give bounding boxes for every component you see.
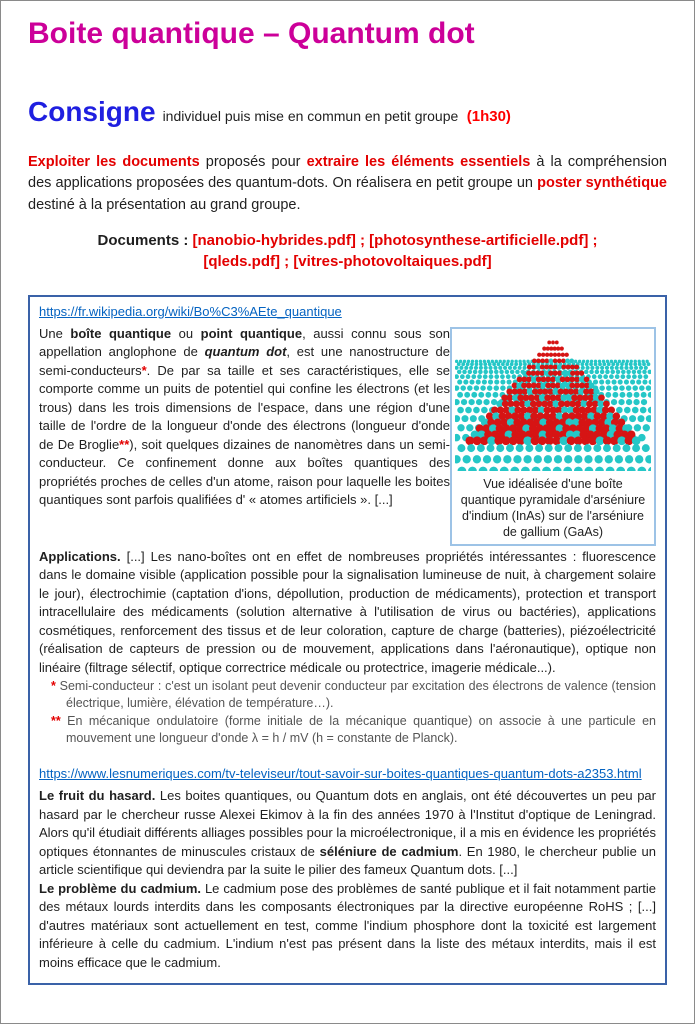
quantum-dot-image — [455, 333, 651, 471]
consigne-note: individuel puis mise en commun en petit groupe — [162, 108, 459, 124]
documents-line — [28, 231, 667, 272]
consigne-heading: Consigne — [28, 96, 156, 127]
paragraph-probleme-cadmium: Le problème du cadmium. Le cadmium pose des problèmes de santé publique et il fait notamment partie des métaux lourds interdits dans les composants électroniques par la directive européenne RoHS ; [...] d'autres matériaux sont actuellement en test, comme l'indium phosphore dont la toxicité est largement inférieure à celle du cadmium. L'indium n'est pas présent dans la liste des métaux interdits, mais il est moins efficace que le cadmium. — [39, 880, 656, 970]
footnote-semiconductor: * Semi-conducteur : c'est un isolant peut devenir conducteur par excitation des électrons de valence (tension électrique, lumière, élévation de température…). — [51, 679, 657, 711]
lesnumeriques-link[interactable]: https://www.lesnumeriques.com/tv-televiseur/tout-savoir-sur-boites-quantiques-quantum-dots-a2353.html — [39, 766, 642, 782]
intro-paragraph: Exploiter les documents proposés pour extraire les éléments essentiels à la compréhension des applications proposées des quantum-dots. On réalisera en petit groupe un poster synthétique destiné à la présentation au grand groupe. — [28, 154, 668, 213]
consigne-heading-row — [28, 96, 667, 128]
paragraph-fruit-du-hasard: Le fruit du hasard. Les boites quantiques, ou Quantum dots en anglais, ont été découvertes un peu par hasard par le chercheur russe Alexei Ekimov à la fin des années 1970 à l'Institut d'optique de Leningrad. Alors qu'il étudiait différents alliages possibles pour la microélectronique, il a mis en évidence les propriétés optiques étonnantes de minuscules cristaux de séléniure de cadmium. En 1980, le chercheur publie un article scientifique qui deviendra par la suite le pilier des fameux Quantum dots. [...] — [39, 788, 656, 878]
paragraph-applications: Applications. [...] Les nano-boîtes ont en effet de nombreuses propriétés intéressantes : fluorescence dans le domaine visible (application possible pour la signalisation lumineuse de nuit, à chargement solaire le jour), électrochimie (captation d'ions, dépollution, production de médicaments), protection et transport intracellulaire des médicaments (solution alternative à l'utilisation de virus ou bactéries), applications cosmétiques, renforcement des tissus et de leur coloration, capture de charge (batteries), piézoélectricité (réalisation de capteurs de pression ou de mouvement, applications dans l'aéronautique), optique non linéaire (filtrage sélectif, optique correctrice médicale ou protectrice, imagerie médicale...). — [39, 548, 656, 675]
paragraph-definition: Une boîte quantique ou point quantique, aussi connu sous son appellation anglophone de quantum dot, est une nanostructure de semi-conducteurs*. De par sa taille et ses caractéristiques, elle se comporte comme un puits de potentiel qui confine les électrons (et les trous) dans les trois dimensions de l'espace, dans une région d'une taille de l'ordre de la longueur d'onde des électrons (longueur d'onde de De Broglie**), soit quelques dizaines de nanomètres dans un semi-conducteur. Ce confinement donne aux boîtes quantiques des propriétés proches de celles d'un atome, raison pour laquelle les boites quantiques sont parfois qualifiées d' « atomes artificiels ». [...] — [39, 325, 451, 508]
documents-line-2: [qleds.pdf] ; [vitres-photovoltaiques.pdf] — [203, 252, 492, 270]
duration-badge: (1h30) — [466, 108, 511, 125]
content-box — [28, 295, 667, 985]
documents-line-1: Documents : [nanobio-hybrides.pdf] ; [photosynthese-artificielle.pdf] ; — [97, 232, 598, 250]
page-title: Boite quantique – Quantum dot — [28, 17, 475, 50]
footnote-de-broglie: ** En mécanique ondulatoire (forme initiale de la mécanique quantique) on associe à une particule en mouvement une longueur d'onde λ = h / mV (h = constante de Planck). — [51, 714, 656, 746]
spacer — [39, 747, 656, 761]
figure-caption: Vue idéalisée d'une boîte quantique pyramidale d'arséniure d'indium (InAs) sur de l'arséniure de gallium (GaAs) — [460, 476, 646, 539]
wikipedia-link[interactable]: https://fr.wikipedia.org/wiki/Bo%C3%AEte_quantique — [39, 303, 342, 319]
quantum-dot-figure — [450, 327, 656, 546]
